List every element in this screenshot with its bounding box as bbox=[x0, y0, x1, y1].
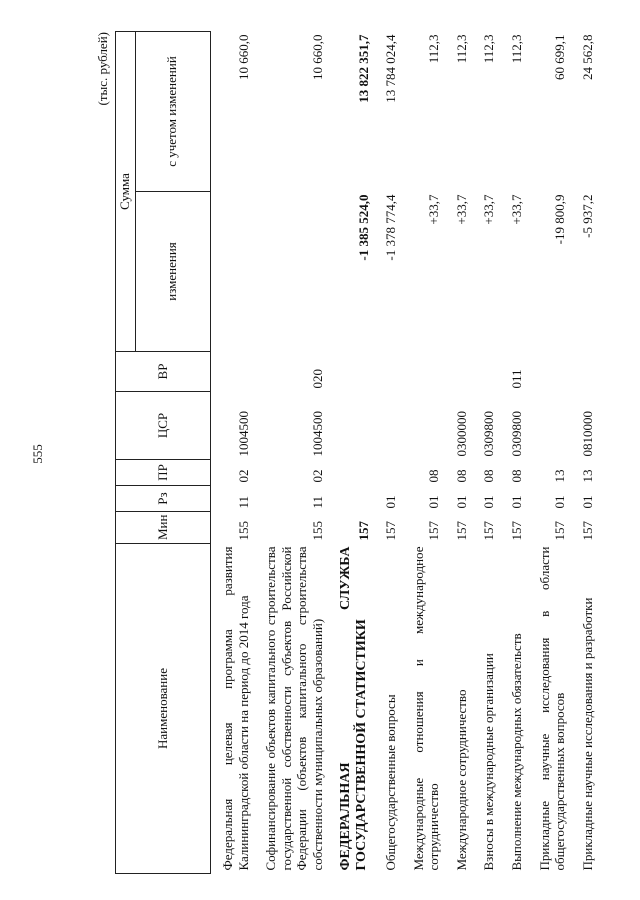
cell-name: Взносы в международные организации bbox=[481, 653, 497, 871]
header-pr: ПР bbox=[116, 460, 211, 486]
cell-pr bbox=[335, 460, 375, 486]
page-number: 555 bbox=[30, 444, 45, 464]
budget-table bbox=[115, 31, 598, 874]
cell-min: 157 bbox=[426, 521, 442, 541]
cell-csr: 0309800 bbox=[509, 411, 525, 457]
table-row bbox=[506, 32, 528, 874]
cell-name: Общегосударственные вопросы bbox=[383, 694, 399, 871]
cell-vr bbox=[408, 352, 445, 392]
cell-name: Федеральная целевая программа развития Калининградской области на период до 2014 года bbox=[219, 546, 251, 871]
cell-rz: 01 bbox=[509, 495, 525, 509]
cell-vr bbox=[380, 352, 402, 392]
table-row bbox=[451, 32, 473, 874]
cell-rz: 01 bbox=[481, 495, 497, 509]
cell-change: -5 937,2 bbox=[579, 194, 595, 238]
cell-pr: 08 bbox=[509, 469, 525, 483]
cell-change: +33,7 bbox=[481, 194, 497, 225]
cell-min: 157 bbox=[481, 521, 497, 541]
cell-change: -1 385 524,0 bbox=[355, 194, 371, 261]
header-sum: Сумма bbox=[116, 32, 136, 352]
cell-min: 157 bbox=[453, 521, 469, 541]
table-row bbox=[217, 32, 254, 874]
cell-change: -1 378 774,4 bbox=[383, 194, 399, 261]
cell-vr bbox=[335, 352, 375, 392]
table-row bbox=[534, 32, 571, 874]
cell-total: 13 784 024,4 bbox=[383, 34, 399, 103]
cell-csr: 1004500 bbox=[235, 411, 251, 457]
table-row bbox=[478, 32, 500, 874]
cell-vr bbox=[534, 352, 571, 392]
cell-rz: 01 bbox=[552, 495, 568, 509]
table-row bbox=[335, 32, 375, 874]
cell-vr: 020 bbox=[309, 369, 325, 389]
cell-csr bbox=[534, 392, 571, 460]
cell-rz: 11 bbox=[309, 495, 325, 509]
cell-rz: 01 bbox=[453, 495, 469, 509]
cell-pr: 08 bbox=[481, 469, 497, 483]
cell-total: 24 562,8 bbox=[579, 34, 595, 80]
cell-total: 13 822 351,7 bbox=[355, 34, 371, 103]
cell-min: 157 bbox=[509, 521, 525, 541]
cell-name: Международное сотрудничество bbox=[453, 689, 469, 871]
cell-pr: 13 bbox=[552, 469, 568, 483]
cell-pr bbox=[380, 460, 402, 486]
cell-min: 157 bbox=[355, 521, 371, 541]
cell-rz bbox=[335, 486, 375, 512]
header-changes: изменения bbox=[135, 192, 210, 352]
cell-change: +33,7 bbox=[426, 194, 442, 225]
cell-vr bbox=[217, 352, 254, 392]
cell-rz: 11 bbox=[235, 495, 251, 509]
cell-csr: 0300000 bbox=[453, 411, 469, 457]
cell-rz: 01 bbox=[579, 495, 595, 509]
cell-change bbox=[217, 192, 254, 352]
cell-name: Софинансирование объектов капитального строительства государственной собственности субъектов Российской Федерации (объектов капитального строительства собственности муниципальных образований) bbox=[263, 546, 325, 871]
table-row bbox=[577, 32, 599, 874]
cell-vr bbox=[478, 352, 500, 392]
table-body bbox=[210, 32, 598, 874]
cell-vr: 011 bbox=[509, 369, 525, 389]
cell-total: 10 660,0 bbox=[309, 34, 325, 80]
cell-total: 112,3 bbox=[481, 34, 497, 64]
cell-csr: 1004500 bbox=[309, 411, 325, 457]
cell-change: +33,7 bbox=[509, 194, 525, 225]
cell-total: 10 660,0 bbox=[235, 34, 251, 80]
cell-pr: 08 bbox=[426, 469, 442, 483]
header-vr: ВР bbox=[116, 352, 211, 392]
cell-csr bbox=[380, 392, 402, 460]
cell-min: 155 bbox=[235, 521, 251, 541]
cell-min: 155 bbox=[309, 521, 325, 541]
cell-vr bbox=[577, 352, 599, 392]
cell-min: 157 bbox=[552, 521, 568, 541]
cell-csr bbox=[408, 392, 445, 460]
cell-csr bbox=[335, 392, 375, 460]
cell-change: +33,7 bbox=[453, 194, 469, 225]
cell-total: 60 699,1 bbox=[552, 34, 568, 80]
cell-total: 112,3 bbox=[426, 34, 442, 64]
cell-change: -19 800,9 bbox=[552, 194, 568, 245]
cell-csr: 0810000 bbox=[579, 411, 595, 457]
cell-rz: 01 bbox=[383, 495, 399, 509]
cell-name: Международные отношения и международное сотрудничество bbox=[410, 546, 442, 871]
unit-note: (тыс. рублей) bbox=[95, 32, 110, 106]
header-min: Мин bbox=[116, 512, 211, 544]
table-row bbox=[408, 32, 445, 874]
table-row bbox=[260, 32, 328, 874]
cell-rz: 01 bbox=[426, 495, 442, 509]
header-name: Наименование bbox=[116, 544, 211, 874]
cell-total: 112,3 bbox=[453, 34, 469, 64]
header-rz: Рз bbox=[116, 486, 211, 512]
cell-name: Прикладные научные исследования в области общегосударственных вопросов bbox=[536, 546, 568, 871]
cell-name: ФЕДЕРАЛЬНАЯ СЛУЖБА ГОСУДАРСТВЕННОЙ СТАТИСТИКИ bbox=[337, 546, 370, 871]
table-row bbox=[380, 32, 402, 874]
cell-name: Выполнение международных обязательств bbox=[509, 633, 525, 871]
cell-pr: 02 bbox=[235, 469, 251, 483]
cell-pr: 02 bbox=[309, 469, 325, 483]
cell-change bbox=[260, 192, 328, 352]
cell-pr: 08 bbox=[453, 469, 469, 483]
cell-min: 157 bbox=[383, 521, 399, 541]
rotated-page-content bbox=[95, 20, 605, 880]
header-csr: ЦСР bbox=[116, 392, 211, 460]
cell-total: 112,3 bbox=[509, 34, 525, 64]
cell-vr bbox=[451, 352, 473, 392]
cell-min: 157 bbox=[579, 521, 595, 541]
header-with-changes: с учетом изменений bbox=[135, 32, 210, 192]
cell-name: Прикладные научные исследования и разработки bbox=[579, 597, 595, 871]
cell-pr: 13 bbox=[579, 469, 595, 483]
cell-csr: 0309800 bbox=[481, 411, 497, 457]
